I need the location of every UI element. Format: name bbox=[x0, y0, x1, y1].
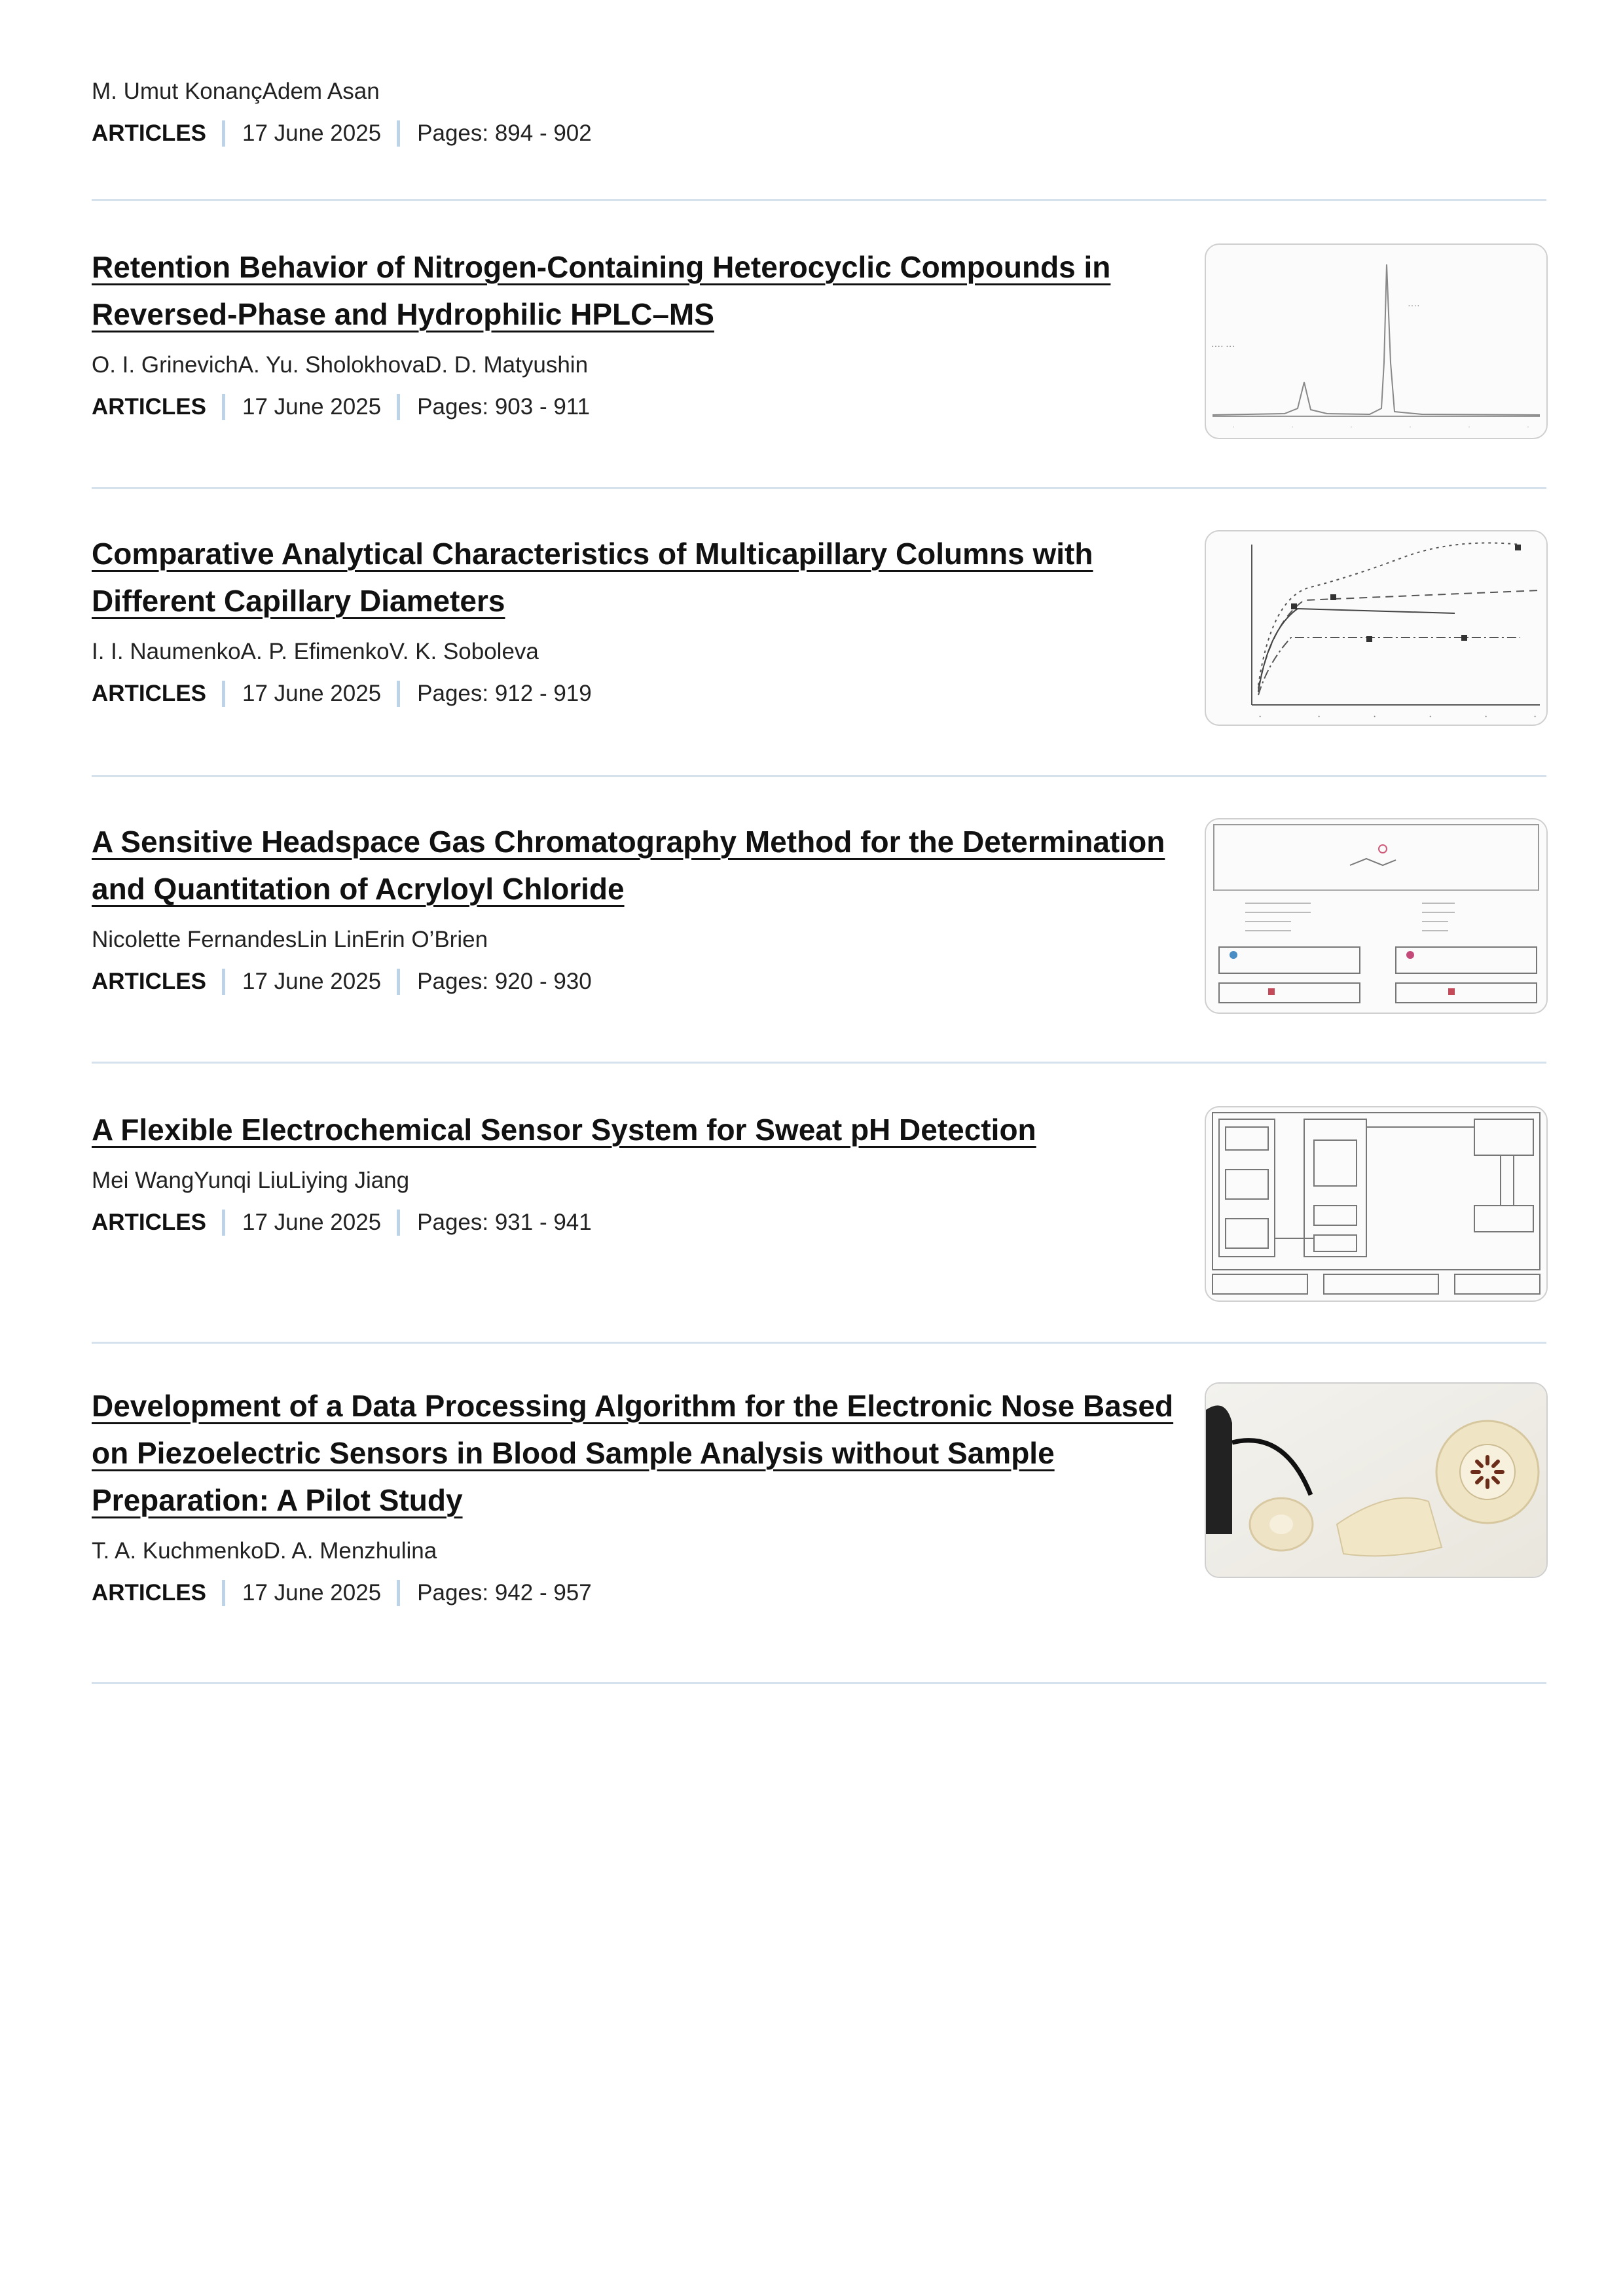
article-pages: Pages: 931 - 941 bbox=[417, 1210, 592, 1235]
meta-separator bbox=[397, 1210, 400, 1236]
article-entry bbox=[92, 1382, 1546, 1607]
divider bbox=[92, 199, 1546, 201]
svg-text:·: · bbox=[1291, 422, 1294, 431]
article-meta bbox=[92, 1579, 1546, 1607]
article-entry-top bbox=[92, 77, 592, 148]
divider bbox=[92, 487, 1546, 489]
meta-separator bbox=[222, 681, 225, 707]
svg-text:·: · bbox=[1317, 711, 1321, 723]
article-authors: M. Umut KonançAdem Asan bbox=[92, 79, 380, 104]
meta-separator bbox=[397, 681, 400, 707]
molecule-properties-thumbnail-icon[interactable] bbox=[1205, 818, 1548, 1014]
article-date: 17 June 2025 bbox=[242, 394, 382, 420]
sensor-photo-thumbnail-icon[interactable] bbox=[1205, 1382, 1548, 1578]
article-authors: T. A. KuchmenkoD. A. Menzhulina bbox=[92, 1538, 437, 1564]
article-pages: Pages: 894 - 902 bbox=[417, 120, 592, 146]
svg-text:·: · bbox=[1350, 422, 1353, 431]
svg-text:·: · bbox=[1373, 711, 1377, 723]
meta-separator bbox=[222, 120, 225, 147]
divider bbox=[92, 1342, 1546, 1344]
divider bbox=[92, 1682, 1546, 1684]
article-authors: Nicolette FernandesLin LinErin O’Brien bbox=[92, 927, 488, 952]
svg-text:·: · bbox=[1527, 422, 1529, 431]
article-pages: Pages: 903 - 911 bbox=[417, 394, 591, 420]
meta-separator bbox=[397, 120, 400, 147]
article-type: ARTICLES bbox=[92, 681, 206, 706]
meta-separator bbox=[397, 1580, 400, 1606]
meta-separator bbox=[397, 969, 400, 995]
article-title[interactable] bbox=[92, 818, 1178, 912]
article-authors: I. I. NaumenkoA. P. EfimenkoV. K. Soboleva bbox=[92, 639, 539, 664]
svg-text:····: ···· bbox=[1408, 302, 1420, 312]
article-type: ARTICLES bbox=[92, 120, 206, 146]
article-pages: Pages: 912 - 919 bbox=[417, 681, 592, 706]
article-title[interactable] bbox=[92, 1382, 1178, 1524]
article-entry bbox=[92, 1106, 1546, 1237]
line-chart-thumbnail-icon[interactable] bbox=[1205, 530, 1548, 726]
meta-separator bbox=[222, 969, 225, 995]
svg-text:·: · bbox=[1258, 711, 1262, 723]
article-date: 17 June 2025 bbox=[242, 1210, 382, 1235]
article-title-link[interactable]: Retention Behavior of Nitrogen-Containing Heterocyclic Compounds in Reversed-Phase and Hydrophilic HPLC–MS bbox=[92, 250, 1111, 331]
svg-text:·: · bbox=[1468, 422, 1470, 431]
article-type: ARTICLES bbox=[92, 969, 206, 994]
article-authors: O. I. GrinevichA. Yu. SholokhovaD. D. Matyushin bbox=[92, 352, 589, 378]
article-title-link[interactable]: A Flexible Electrochemical Sensor System for Sweat pH Detection bbox=[92, 1113, 1036, 1147]
svg-text:·: · bbox=[1409, 422, 1412, 431]
svg-text:·: · bbox=[1429, 711, 1432, 723]
article-entry bbox=[92, 243, 1546, 431]
meta-separator bbox=[397, 394, 400, 420]
divider bbox=[92, 775, 1546, 777]
meta-separator bbox=[222, 1580, 225, 1606]
meta-separator bbox=[222, 1210, 225, 1236]
article-title-link[interactable]: Development of a Data Processing Algorithm for the Electronic Nose Based on Piezoelectric Sensors in Blood Sample Analysis without Sample Preparation: A Pilot Study bbox=[92, 1389, 1174, 1517]
article-title[interactable] bbox=[92, 1106, 1178, 1153]
article-title[interactable] bbox=[92, 243, 1178, 338]
svg-text:·: · bbox=[1533, 711, 1537, 723]
article-pages: Pages: 920 - 930 bbox=[417, 969, 592, 994]
article-pages: Pages: 942 - 957 bbox=[417, 1580, 592, 1605]
article-type: ARTICLES bbox=[92, 1580, 206, 1605]
article-date: 17 June 2025 bbox=[242, 120, 382, 146]
chromatogram-thumbnail-icon[interactable] bbox=[1205, 243, 1548, 439]
svg-text:···· ···: ···· ··· bbox=[1211, 342, 1235, 352]
article-entry bbox=[92, 530, 1546, 723]
article-title-link[interactable]: Comparative Analytical Characteristics of Multicapillary Columns with Different Capillary Diameters bbox=[92, 537, 1093, 618]
article-title[interactable] bbox=[92, 530, 1178, 624]
article-authors: Mei WangYunqi LiuLiying Jiang bbox=[92, 1168, 410, 1193]
block-diagram-thumbnail-icon[interactable] bbox=[1205, 1106, 1548, 1302]
meta-separator bbox=[222, 394, 225, 420]
article-date: 17 June 2025 bbox=[242, 1580, 382, 1605]
article-meta bbox=[92, 119, 592, 148]
article-date: 17 June 2025 bbox=[242, 681, 382, 706]
svg-text:·: · bbox=[1484, 711, 1488, 723]
article-type: ARTICLES bbox=[92, 1210, 206, 1235]
svg-text:·: · bbox=[1232, 422, 1235, 431]
article-date: 17 June 2025 bbox=[242, 969, 382, 994]
article-entry bbox=[92, 818, 1546, 996]
article-title-link[interactable]: A Sensitive Headspace Gas Chromatography Method for the Determination and Quantitation of Acryloyl Chloride bbox=[92, 825, 1165, 906]
article-type: ARTICLES bbox=[92, 394, 206, 420]
divider bbox=[92, 1062, 1546, 1064]
